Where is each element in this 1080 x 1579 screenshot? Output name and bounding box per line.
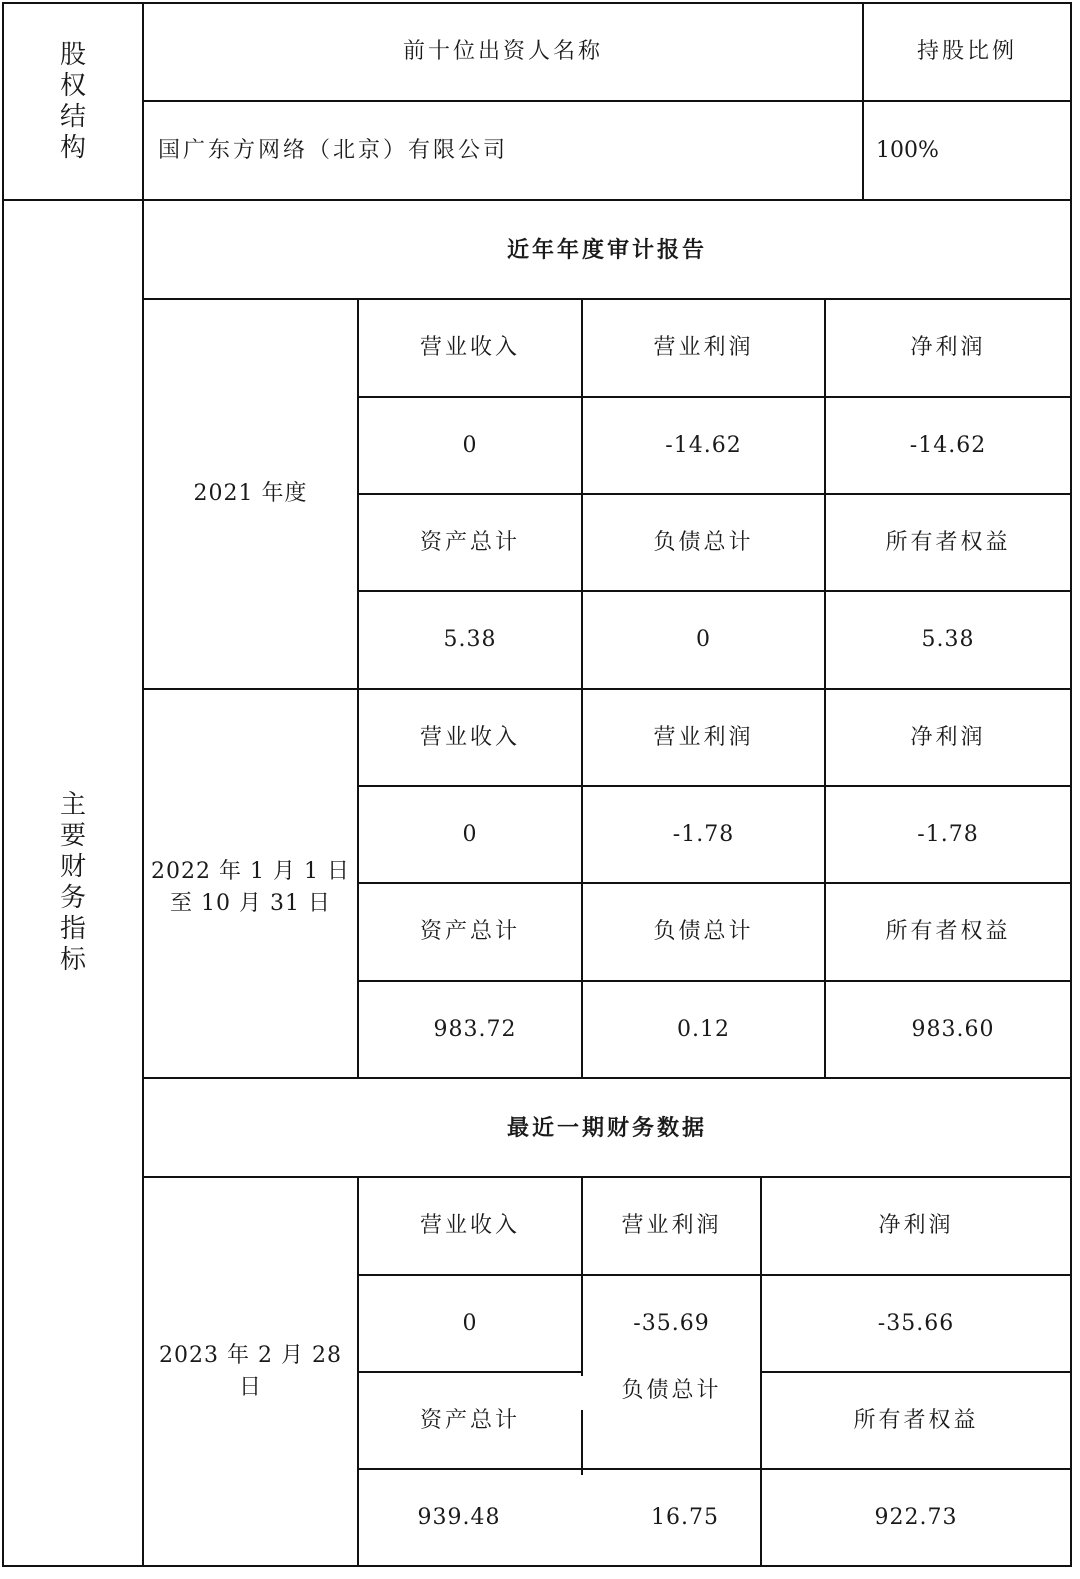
cell-label: 净利润 bbox=[910, 724, 986, 750]
cell-label: 营业收入 bbox=[419, 1213, 520, 1238]
cell-label: 负债总计 bbox=[653, 529, 754, 555]
header-holding-ratio: 持股比例 bbox=[916, 39, 1017, 64]
cell-value: 983.60 bbox=[911, 1016, 995, 1042]
cell-label: 营业利润 bbox=[653, 724, 754, 750]
cell-label: 资产总计 bbox=[419, 919, 520, 944]
rule bbox=[1070, 2, 1072, 1567]
period-label bbox=[144, 690, 357, 1077]
rule bbox=[581, 1410, 583, 1475]
cell-value: 0.12 bbox=[677, 1016, 730, 1042]
cell-label: 负债总计 bbox=[653, 919, 754, 944]
cell-value: -1.78 bbox=[672, 821, 735, 847]
holder-name: 国广东方网络（北京）有限公司 bbox=[158, 137, 509, 163]
cell-label: 负债总计 bbox=[621, 1378, 722, 1403]
cell-value: 16.75 bbox=[651, 1504, 719, 1530]
header-holder-name: 前十位出资人名称 bbox=[402, 39, 603, 64]
cell-value: 0 bbox=[696, 627, 711, 652]
equity-section-label: 股 权 结 构 bbox=[59, 39, 86, 163]
cell-value: 5.38 bbox=[921, 627, 975, 652]
period-label: 2021 年度 bbox=[193, 481, 308, 506]
cell-label: 营业利润 bbox=[621, 1213, 722, 1238]
cell-value: 0 bbox=[462, 432, 478, 458]
period-label: 2023 年 2 月 28 日 bbox=[159, 1342, 342, 1400]
cell-label: 所有者权益 bbox=[853, 1407, 979, 1433]
cell-label: 所有者权益 bbox=[885, 529, 1011, 555]
cell-value: 983.72 bbox=[433, 1016, 517, 1042]
cell-value: -14.62 bbox=[909, 432, 987, 458]
rule bbox=[2, 1565, 1072, 1567]
cell-value: 0 bbox=[462, 1310, 478, 1336]
cell-value: 0 bbox=[462, 821, 478, 847]
cell-label: 营业收入 bbox=[419, 335, 520, 360]
cell-label: 资产总计 bbox=[419, 529, 520, 555]
cell-value: -14.62 bbox=[665, 432, 742, 458]
cell-value: -1.78 bbox=[917, 821, 979, 847]
cell-label: 净利润 bbox=[878, 1213, 954, 1238]
finance-section-label: 主 要 财 务 指 标 bbox=[59, 790, 86, 975]
period-label-line: 2022 年 1 月 1 日 bbox=[151, 858, 350, 884]
cell-label: 营业利润 bbox=[653, 335, 754, 360]
cell-label: 资产总计 bbox=[419, 1407, 520, 1433]
cell-value: 939.48 bbox=[417, 1504, 501, 1530]
cell-label: 营业收入 bbox=[419, 724, 520, 750]
cell-value: 922.73 bbox=[874, 1504, 958, 1530]
period-label-line: 至 10 月 31 日 bbox=[170, 890, 331, 916]
annual-audit-title: 近年年度审计报告 bbox=[506, 236, 707, 263]
cell-label: 所有者权益 bbox=[885, 919, 1011, 944]
cell-value: -35.66 bbox=[877, 1310, 955, 1336]
holder-ratio: 100% bbox=[876, 137, 939, 163]
cell-label: 净利润 bbox=[910, 335, 986, 360]
cell-value: 5.38 bbox=[443, 627, 497, 652]
recent-period-title: 最近一期财务数据 bbox=[506, 1114, 707, 1141]
cell-value: -35.69 bbox=[633, 1310, 710, 1336]
